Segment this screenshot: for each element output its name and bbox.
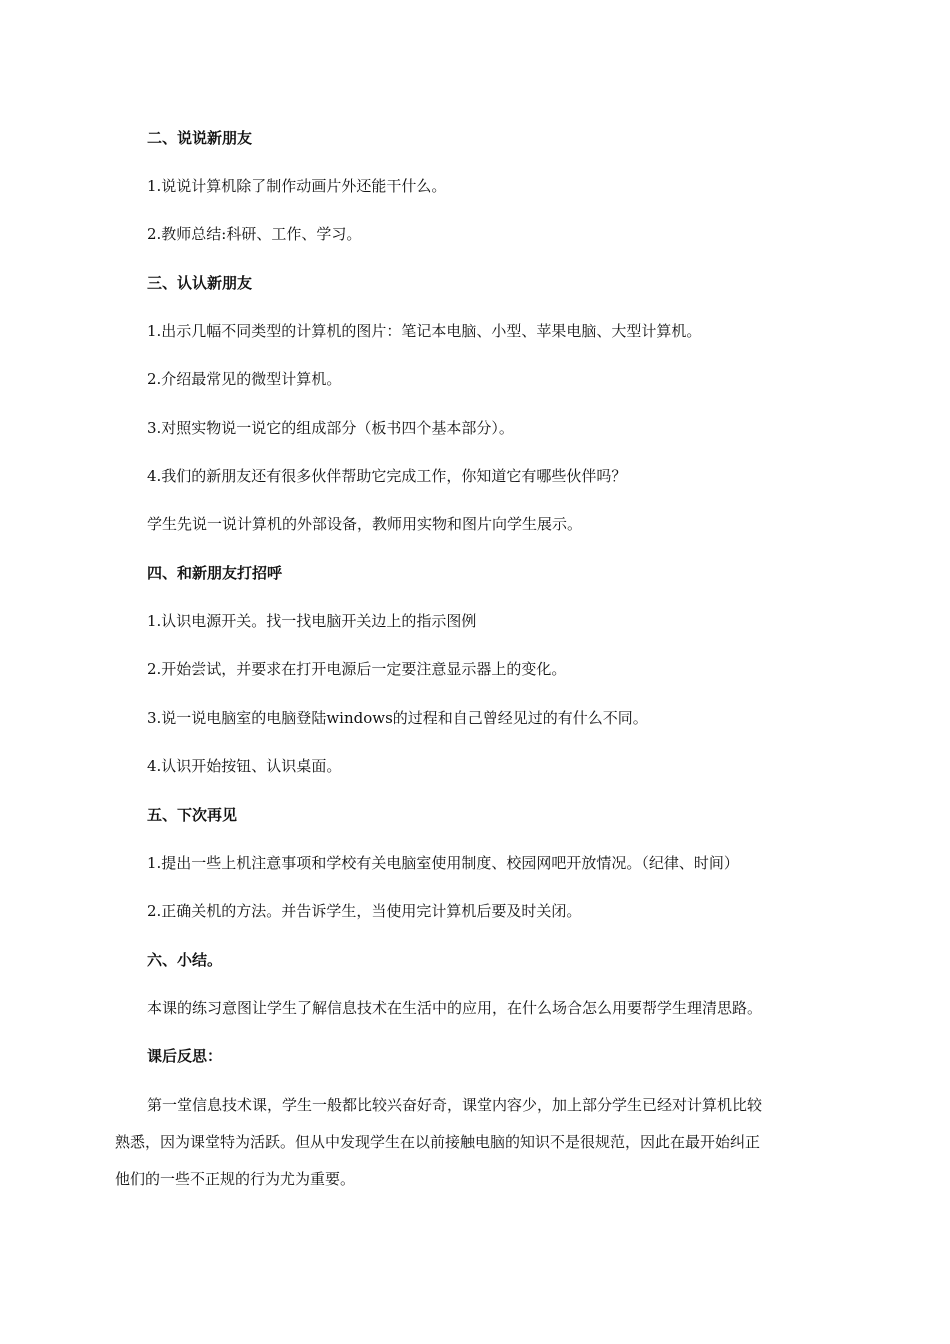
list-item: 2.介绍最常见的微型计算机。 — [147, 370, 342, 388]
list-item: 2.正确关机的方法。并告诉学生，当使用完计算机后要及时关闭。 — [147, 902, 582, 920]
section-heading: 三、认认新朋友 — [147, 274, 253, 292]
list-item: 1.说说计算机除了制作动画片外还能干什么。 — [147, 177, 447, 195]
list-item: 本课的练习意图让学生了解信息技术在生活中的应用，在什么场合怎么用要帮学生理清思路。 — [147, 999, 763, 1017]
reflection-heading: 课后反思： — [147, 1047, 223, 1065]
list-item: 2.开始尝试，并要求在打开电源后一定要注意显示器上的变化。 — [147, 660, 567, 678]
section-heading: 五、下次再见 — [147, 806, 238, 824]
section-heading: 二、说说新朋友 — [147, 129, 253, 147]
list-item: 4.我们的新朋友还有很多伙伴帮助它完成工作，你知道它有哪些伙伴吗？ — [147, 467, 627, 485]
reflection-line: 熟悉，因为课堂特为活跃。但从中发现学生在以前接触电脑的知识不是很规范，因此在最开始纠正 — [115, 1133, 761, 1151]
list-item: 1.认识电源开关。找一找电脑开关边上的指示图例 — [147, 612, 477, 630]
list-item: 1.提出一些上机注意事项和学校有关电脑室使用制度、校园网吧开放情况。（纪律、时间） — [147, 854, 739, 872]
list-item: 3.对照实物说一说它的组成部分（板书四个基本部分）。 — [147, 419, 514, 437]
list-item: 1.出示几幅不同类型的计算机的图片：笔记本电脑、小型、苹果电脑、大型计算机。 — [147, 322, 702, 340]
list-item: 3.说一说电脑室的电脑登陆windows的过程和自己曾经见过的有什么不同。 — [147, 709, 648, 727]
list-item: 4.认识开始按钮、认识桌面。 — [147, 757, 342, 775]
list-item: 学生先说一说计算机的外部设备，教师用实物和图片向学生展示。 — [147, 515, 583, 533]
reflection-line: 第一堂信息技术课，学生一般都比较兴奋好奇，课堂内容少，加上部分学生已经对计算机比较 — [147, 1096, 763, 1114]
section-heading: 六、小结。 — [147, 951, 223, 969]
reflection-line: 他们的一些不正规的行为尤为重要。 — [115, 1170, 356, 1188]
section-heading: 四、和新朋友打招呼 — [147, 564, 283, 582]
list-item: 2.教师总结:科研、工作、学习。 — [147, 225, 362, 243]
